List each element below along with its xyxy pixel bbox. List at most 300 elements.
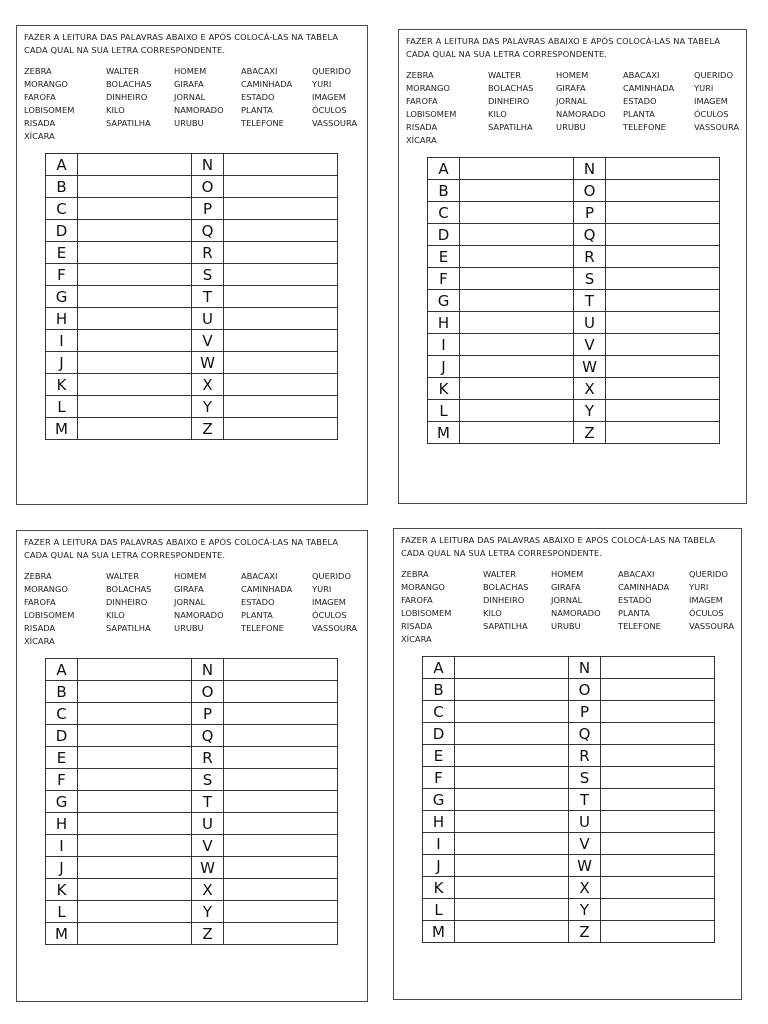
answer-cell[interactable] <box>606 202 720 224</box>
letter-cell: C <box>46 198 78 220</box>
answer-cell[interactable] <box>78 396 192 418</box>
word-item: ABACAXI <box>241 66 278 76</box>
word-item: SAPATILHA <box>483 621 528 631</box>
letter-cell: N <box>192 154 224 176</box>
worksheet-card-3 <box>16 530 368 1002</box>
word-item: QUERIDO <box>312 66 351 76</box>
letter-cell: Y <box>192 396 224 418</box>
answer-cell[interactable] <box>601 921 715 943</box>
letter-cell: J <box>423 855 455 877</box>
answer-cell[interactable] <box>455 899 569 921</box>
answer-cell[interactable] <box>78 813 192 835</box>
answer-cell[interactable] <box>455 767 569 789</box>
answer-cell[interactable] <box>455 811 569 833</box>
word-item: BOLACHAS <box>483 582 529 592</box>
word-item: HOMEM <box>556 70 589 80</box>
answer-cell[interactable] <box>460 356 574 378</box>
word-item: VASSOURA <box>689 621 735 631</box>
answer-cell[interactable] <box>78 286 192 308</box>
answer-cell[interactable] <box>601 767 715 789</box>
answer-cell[interactable] <box>460 268 574 290</box>
word-item: GIRAFA <box>551 582 581 592</box>
letter-cell: P <box>192 703 224 725</box>
word-item: ZEBRA <box>24 66 52 76</box>
letter-cell: U <box>569 811 601 833</box>
word-item: PLANTA <box>618 608 650 618</box>
table-row <box>423 767 715 789</box>
word-item: ÓCULOS <box>689 608 724 618</box>
word-item: ESTADO <box>241 92 275 102</box>
letter-cell: S <box>192 769 224 791</box>
answer-cell[interactable] <box>606 268 720 290</box>
table-row <box>46 176 338 198</box>
answer-cell[interactable] <box>224 154 338 176</box>
instruction-text: FAZER A LEITURA DAS PALAVRAS ABAIXO E APÓS COLOCÁ-LAS NA TABELA CADA QUAL NA SUA LETRA CORRESPONDENTE. <box>406 36 721 59</box>
word-list <box>401 568 741 644</box>
letter-cell: L <box>428 400 460 422</box>
letter-cell: Q <box>192 220 224 242</box>
answer-cell[interactable] <box>460 224 574 246</box>
table-row <box>428 158 720 180</box>
table-row <box>428 202 720 224</box>
answer-cell[interactable] <box>606 422 720 444</box>
letter-cell: M <box>46 418 78 440</box>
answer-cell[interactable] <box>606 224 720 246</box>
table-row <box>46 769 338 791</box>
answer-cell[interactable] <box>224 857 338 879</box>
letter-cell: B <box>46 681 78 703</box>
word-item: MORANGO <box>406 83 450 93</box>
answer-cell[interactable] <box>224 879 338 901</box>
letter-cell: W <box>192 857 224 879</box>
word-item: KILO <box>488 109 507 119</box>
answer-cell[interactable] <box>601 877 715 899</box>
word-item: URUBU <box>174 118 204 128</box>
table-row <box>46 879 338 901</box>
answer-cell[interactable] <box>601 899 715 921</box>
answer-cell[interactable] <box>460 202 574 224</box>
word-item: QUERIDO <box>689 569 728 579</box>
table-row <box>46 220 338 242</box>
letter-cell: V <box>192 330 224 352</box>
answer-cell[interactable] <box>606 158 720 180</box>
table-row <box>428 312 720 334</box>
table-row <box>428 246 720 268</box>
answer-cell[interactable] <box>224 286 338 308</box>
letter-cell: W <box>574 356 606 378</box>
word-item: NAMORADO <box>556 109 606 119</box>
letter-cell: W <box>569 855 601 877</box>
answer-cell[interactable] <box>78 923 192 945</box>
answer-cell[interactable] <box>78 154 192 176</box>
answer-cell[interactable] <box>224 769 338 791</box>
word-item: NAMORADO <box>551 608 601 618</box>
letter-cell: U <box>574 312 606 334</box>
table-row <box>46 418 338 440</box>
answer-cell[interactable] <box>455 723 569 745</box>
answer-cell[interactable] <box>601 701 715 723</box>
word-item: YURI <box>689 582 709 592</box>
letter-cell: V <box>574 334 606 356</box>
answer-cell[interactable] <box>78 879 192 901</box>
letter-cell: H <box>428 312 460 334</box>
word-item: KILO <box>106 105 125 115</box>
answer-cell[interactable] <box>224 703 338 725</box>
word-item: LOBISOMEM <box>24 610 75 620</box>
word-item: GIRAFA <box>174 79 204 89</box>
word-item: FAROFA <box>24 597 56 607</box>
answer-cell[interactable] <box>460 378 574 400</box>
word-item: SAPATILHA <box>106 118 151 128</box>
table-row <box>46 308 338 330</box>
letter-cell: Y <box>574 400 606 422</box>
letter-cell: X <box>569 877 601 899</box>
word-item: RISADA <box>401 621 433 631</box>
letter-cell: T <box>192 791 224 813</box>
answer-cell[interactable] <box>460 246 574 268</box>
letter-cell: E <box>423 745 455 767</box>
letter-cell: V <box>569 833 601 855</box>
answer-cell[interactable] <box>601 833 715 855</box>
word-item: GIRAFA <box>174 584 204 594</box>
answer-cell[interactable] <box>78 198 192 220</box>
letter-cell: M <box>428 422 460 444</box>
letter-cell: H <box>423 811 455 833</box>
table-row <box>46 396 338 418</box>
answer-cell[interactable] <box>78 220 192 242</box>
word-item: PLANTA <box>241 105 273 115</box>
answer-cell[interactable] <box>78 835 192 857</box>
letter-cell: X <box>192 879 224 901</box>
table-row <box>428 334 720 356</box>
answer-cell[interactable] <box>224 813 338 835</box>
letter-cell: L <box>423 899 455 921</box>
letter-cell: L <box>46 901 78 923</box>
word-item: IMAGEM <box>312 597 346 607</box>
answer-cell[interactable] <box>224 901 338 923</box>
letter-cell: J <box>46 857 78 879</box>
word-item: BOLACHAS <box>488 83 534 93</box>
word-item: IMAGEM <box>312 92 346 102</box>
letter-cell: F <box>428 268 460 290</box>
answer-cell[interactable] <box>455 833 569 855</box>
table-row <box>46 857 338 879</box>
word-item: TELEFONE <box>623 122 666 132</box>
letter-cell: N <box>192 659 224 681</box>
table-row <box>46 330 338 352</box>
word-item: BOLACHAS <box>106 79 152 89</box>
letter-cell: D <box>423 723 455 745</box>
letter-cell: D <box>46 220 78 242</box>
answer-cell[interactable] <box>601 855 715 877</box>
word-item: WALTER <box>488 70 521 80</box>
word-item: WALTER <box>483 569 516 579</box>
table-row <box>428 378 720 400</box>
word-item: VASSOURA <box>694 122 740 132</box>
word-item: YURI <box>694 83 714 93</box>
letter-cell: O <box>569 679 601 701</box>
word-item: FAROFA <box>401 595 433 605</box>
answer-cell[interactable] <box>460 180 574 202</box>
word-item: VASSOURA <box>312 118 358 128</box>
alphabet-table <box>45 658 338 945</box>
word-item: TELEFONE <box>618 621 661 631</box>
word-item: FAROFA <box>406 96 438 106</box>
word-item: KILO <box>106 610 125 620</box>
answer-cell[interactable] <box>460 400 574 422</box>
answer-cell[interactable] <box>78 176 192 198</box>
answer-cell[interactable] <box>601 789 715 811</box>
letter-cell: P <box>574 202 606 224</box>
answer-cell[interactable] <box>224 923 338 945</box>
word-item: HOMEM <box>174 571 207 581</box>
letter-cell: T <box>574 290 606 312</box>
letter-cell: O <box>574 180 606 202</box>
letter-cell: X <box>574 378 606 400</box>
answer-cell[interactable] <box>78 703 192 725</box>
word-item: URUBU <box>174 623 204 633</box>
answer-cell[interactable] <box>224 308 338 330</box>
word-item: ESTADO <box>241 597 275 607</box>
letter-cell: R <box>569 745 601 767</box>
answer-cell[interactable] <box>78 374 192 396</box>
word-item: BOLACHAS <box>106 584 152 594</box>
word-item: DINHEIRO <box>483 595 525 605</box>
answer-cell[interactable] <box>224 791 338 813</box>
answer-cell[interactable] <box>601 811 715 833</box>
letter-cell: S <box>569 767 601 789</box>
answer-cell[interactable] <box>224 176 338 198</box>
table-row <box>46 813 338 835</box>
table-row <box>46 352 338 374</box>
answer-cell[interactable] <box>78 857 192 879</box>
table-row <box>423 855 715 877</box>
answer-cell[interactable] <box>78 681 192 703</box>
answer-cell[interactable] <box>224 681 338 703</box>
letter-cell: I <box>428 334 460 356</box>
answer-cell[interactable] <box>455 855 569 877</box>
letter-cell: D <box>428 224 460 246</box>
answer-cell[interactable] <box>224 659 338 681</box>
letter-cell: B <box>46 176 78 198</box>
worksheet-card-4 <box>393 528 742 1000</box>
letter-cell: E <box>46 747 78 769</box>
word-item: ÓCULOS <box>694 109 729 119</box>
word-item: TELEFONE <box>241 118 284 128</box>
answer-cell[interactable] <box>606 378 720 400</box>
letter-cell: K <box>428 378 460 400</box>
letter-cell: S <box>192 264 224 286</box>
answer-cell[interactable] <box>78 352 192 374</box>
answer-cell[interactable] <box>78 418 192 440</box>
answer-cell[interactable] <box>606 400 720 422</box>
answer-cell[interactable] <box>224 396 338 418</box>
answer-cell[interactable] <box>601 745 715 767</box>
table-row <box>46 286 338 308</box>
answer-cell[interactable] <box>224 242 338 264</box>
word-item: IMAGEM <box>689 595 723 605</box>
table-row <box>428 224 720 246</box>
table-row <box>46 374 338 396</box>
table-row <box>46 154 338 176</box>
answer-cell[interactable] <box>455 877 569 899</box>
letter-cell: N <box>574 158 606 180</box>
table-row <box>46 659 338 681</box>
letter-cell: C <box>46 703 78 725</box>
answer-cell[interactable] <box>455 921 569 943</box>
word-item: KILO <box>483 608 502 618</box>
letter-cell: L <box>46 396 78 418</box>
answer-cell[interactable] <box>601 723 715 745</box>
word-item: HOMEM <box>551 569 584 579</box>
word-item: PLANTA <box>241 610 273 620</box>
letter-cell: G <box>46 791 78 813</box>
word-item: ABACAXI <box>618 569 655 579</box>
answer-cell[interactable] <box>460 312 574 334</box>
table-row <box>46 242 338 264</box>
word-item: ESTADO <box>623 96 657 106</box>
table-row <box>428 290 720 312</box>
table-row <box>423 657 715 679</box>
table-row <box>423 701 715 723</box>
table-row <box>428 400 720 422</box>
word-item: SAPATILHA <box>488 122 533 132</box>
word-item: ÓCULOS <box>312 105 347 115</box>
answer-cell[interactable] <box>78 769 192 791</box>
instruction-text: FAZER A LEITURA DAS PALAVRAS ABAIXO E APÓS COLOCÁ-LAS NA TABELA CADA QUAL NA SUA LETRA CORRESPONDENTE. <box>24 537 339 560</box>
word-item: RISADA <box>406 122 438 132</box>
instruction-text: FAZER A LEITURA DAS PALAVRAS ABAIXO E APÓS COLOCÁ-LAS NA TABELA CADA QUAL NA SUA LETRA CORRESPONDENTE. <box>24 32 339 55</box>
answer-cell[interactable] <box>78 791 192 813</box>
answer-cell[interactable] <box>224 352 338 374</box>
answer-cell[interactable] <box>78 901 192 923</box>
letter-cell: P <box>569 701 601 723</box>
word-item: QUERIDO <box>694 70 733 80</box>
letter-cell: A <box>46 659 78 681</box>
table-row <box>46 835 338 857</box>
word-item: PLANTA <box>623 109 655 119</box>
word-item: XÍCARA <box>401 634 432 644</box>
letter-cell: Y <box>192 901 224 923</box>
word-item: XÍCARA <box>406 135 437 145</box>
answer-cell[interactable] <box>601 679 715 701</box>
answer-cell[interactable] <box>606 180 720 202</box>
word-item: URUBU <box>556 122 586 132</box>
word-item: ZEBRA <box>401 569 429 579</box>
answer-cell[interactable] <box>78 330 192 352</box>
table-row <box>423 877 715 899</box>
letter-cell: O <box>192 176 224 198</box>
word-item: DINHEIRO <box>488 96 530 106</box>
answer-cell[interactable] <box>455 745 569 767</box>
word-item: LOBISOMEM <box>406 109 457 119</box>
answer-cell[interactable] <box>78 747 192 769</box>
letter-cell: W <box>192 352 224 374</box>
answer-cell[interactable] <box>224 330 338 352</box>
answer-cell[interactable] <box>224 418 338 440</box>
word-list <box>406 69 746 145</box>
word-list <box>24 570 364 646</box>
letter-cell: K <box>46 879 78 901</box>
word-item: URUBU <box>551 621 581 631</box>
word-item: NAMORADO <box>174 610 224 620</box>
answer-cell[interactable] <box>606 356 720 378</box>
answer-cell[interactable] <box>460 334 574 356</box>
letter-cell: G <box>46 286 78 308</box>
answer-cell[interactable] <box>606 290 720 312</box>
instruction-text: FAZER A LEITURA DAS PALAVRAS ABAIXO E APÓS COLOCÁ-LAS NA TABELA CADA QUAL NA SUA LETRA CORRESPONDENTE. <box>401 535 716 558</box>
answer-cell[interactable] <box>224 747 338 769</box>
answer-cell[interactable] <box>606 334 720 356</box>
letter-cell: Q <box>574 224 606 246</box>
answer-cell[interactable] <box>224 374 338 396</box>
word-item: DINHEIRO <box>106 597 148 607</box>
answer-cell[interactable] <box>78 725 192 747</box>
table-row <box>423 789 715 811</box>
letter-cell: Z <box>192 418 224 440</box>
answer-cell[interactable] <box>601 657 715 679</box>
answer-cell[interactable] <box>224 725 338 747</box>
worksheet-card-2 <box>398 29 747 504</box>
word-item: DINHEIRO <box>106 92 148 102</box>
answer-cell[interactable] <box>224 835 338 857</box>
letter-cell: K <box>46 374 78 396</box>
answer-cell[interactable] <box>78 242 192 264</box>
answer-cell[interactable] <box>78 659 192 681</box>
letter-cell: R <box>192 747 224 769</box>
table-row <box>46 901 338 923</box>
word-item: JORNAL <box>174 92 206 102</box>
answer-cell[interactable] <box>224 220 338 242</box>
answer-cell[interactable] <box>455 679 569 701</box>
table-row <box>428 356 720 378</box>
table-row <box>423 679 715 701</box>
answer-cell[interactable] <box>224 198 338 220</box>
letter-cell: Z <box>192 923 224 945</box>
table-row <box>423 745 715 767</box>
answer-cell[interactable] <box>78 308 192 330</box>
answer-cell[interactable] <box>606 312 720 334</box>
answer-cell[interactable] <box>78 264 192 286</box>
answer-cell[interactable] <box>455 789 569 811</box>
answer-cell[interactable] <box>460 290 574 312</box>
letter-cell: C <box>423 701 455 723</box>
letter-cell: I <box>423 833 455 855</box>
letter-cell: I <box>46 330 78 352</box>
answer-cell[interactable] <box>224 264 338 286</box>
letter-cell: T <box>192 286 224 308</box>
word-item: RISADA <box>24 623 56 633</box>
letter-cell: N <box>569 657 601 679</box>
word-item: CAMINHADA <box>241 79 293 89</box>
answer-cell[interactable] <box>606 246 720 268</box>
word-item: YURI <box>312 79 332 89</box>
word-item: ZEBRA <box>406 70 434 80</box>
table-row <box>46 703 338 725</box>
answer-cell[interactable] <box>455 657 569 679</box>
letter-cell: A <box>428 158 460 180</box>
letter-cell: A <box>423 657 455 679</box>
answer-cell[interactable] <box>460 422 574 444</box>
letter-cell: U <box>192 813 224 835</box>
word-item: XÍCARA <box>24 131 55 141</box>
answer-cell[interactable] <box>455 701 569 723</box>
letter-cell: Z <box>569 921 601 943</box>
letter-cell: M <box>46 923 78 945</box>
letter-cell: F <box>46 264 78 286</box>
answer-cell[interactable] <box>460 158 574 180</box>
letter-cell: V <box>192 835 224 857</box>
